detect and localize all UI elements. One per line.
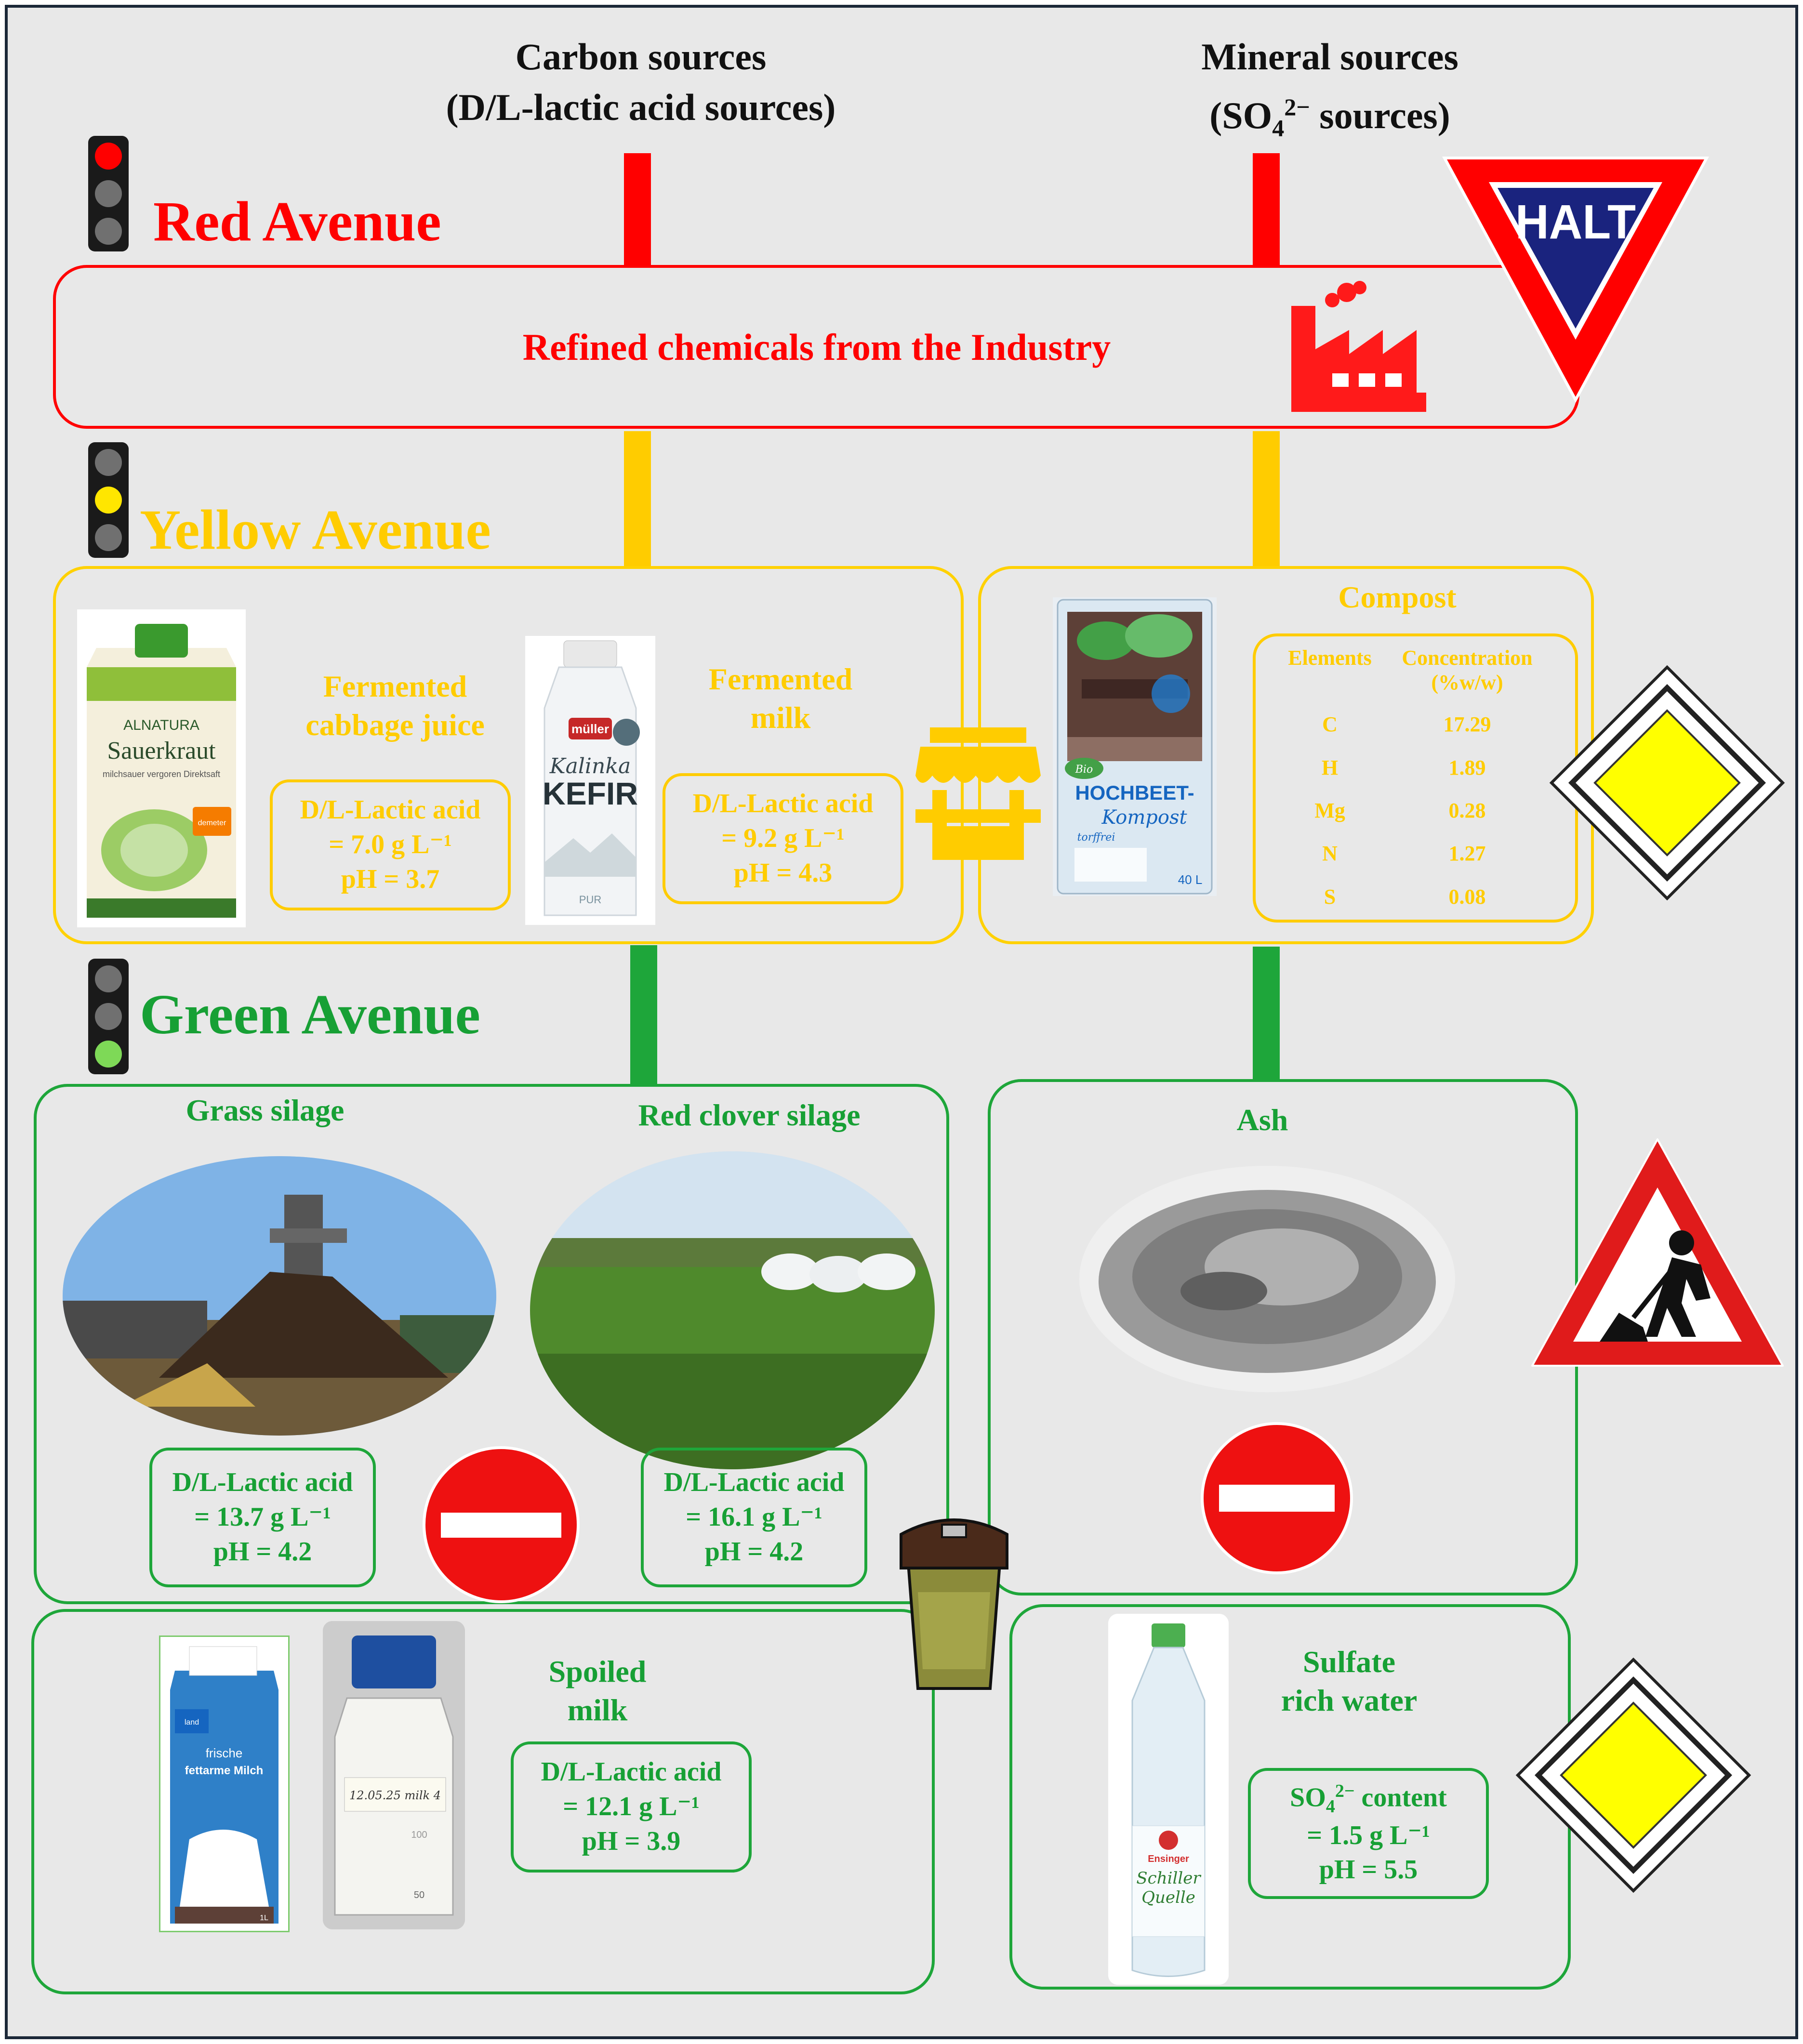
fermented-milk-info: D/L-Lactic acid = 9.2 g L⁻¹ pH = 4.3 [663,773,903,904]
svg-text:12.05.25 milk 4: 12.05.25 milk 4 [349,1789,441,1802]
mineral-sources-header [1089,31,1571,154]
compost-table-header-concentration: Concentration (%w/w) [1402,646,1533,694]
mineral-line-yellow [1253,431,1280,567]
waste-bin-icon [891,1505,1017,1693]
mineral-header-line1: Mineral sources [1201,36,1458,78]
svg-text:ALNATURA: ALNATURA [123,717,199,733]
svg-text:milchsauer vergoren Direktsaft: milchsauer vergoren Direktsaft [102,769,221,779]
water-bottle-image [1108,1614,1229,1985]
svg-text:100: 100 [411,1830,427,1840]
svg-text:Kalinka: Kalinka [549,754,631,778]
grass-silage-image [63,1156,496,1436]
roadworks-sign-icon [1527,1134,1788,1371]
ash-title: Ash [1236,1103,1288,1137]
traffic-light-icon-green [88,959,129,1074]
svg-text:frische: frische [205,1746,243,1760]
red-clover-silage-title: Red clover silage [638,1098,861,1132]
svg-text:Sauerkraut: Sauerkraut [107,737,216,765]
halt-sign-text: HALT [1515,195,1636,249]
compost-bag-image [1053,597,1217,896]
yellow-avenue-title: Yellow Avenue [140,498,491,561]
sauerkraut-carton-image [77,609,246,927]
svg-text:KEFIR: KEFIR [543,776,638,811]
carbon-line-yellow [624,431,651,567]
spoiled-milk-title: Spoiled milk [548,1654,647,1727]
carbon-line-red [624,153,651,267]
svg-text:Schiller: Schiller [1136,1869,1201,1888]
red-avenue-title: Red Avenue [153,190,441,253]
sulfate-water-title: Sulfate rich water [1281,1645,1418,1717]
grass-silage-info: D/L-Lactic acid = 13.7 g L⁻¹ pH = 4.2 [149,1448,376,1587]
milk-carton-image [159,1635,290,1932]
traffic-light-icon-yellow [88,442,129,558]
sulfate-water-info: $SO_4^{2-}$ content = 1.5 g L⁻¹ pH = 5.5 [1248,1768,1489,1899]
red-clover-silage-image [530,1151,935,1469]
market-stall-icon [911,723,1046,862]
traffic-light-icon-red [88,136,129,251]
compost-table-header-elements: Elements [1288,646,1372,670]
svg-text:50: 50 [413,1890,425,1900]
no-entry-sign-icon-grass [422,1445,581,1604]
factory-icon [1282,277,1436,417]
no-entry-sign-icon-ash [1200,1421,1354,1575]
sulfate-content-label: $SO_4^{2-}$ content [1290,1781,1447,1817]
svg-text:PUR: PUR [579,894,602,906]
svg-text:müller: müller [571,722,610,736]
compost-table: Elements Concentration (%w/w) C 17.29 H 1.89 Mg 0.28 N 1.27 S 0.08 [1265,646,1539,915]
mineral-header-line2: ($SO_4^{2-}$ sources) [1209,93,1450,142]
svg-text:1L: 1L [260,1914,268,1922]
svg-text:Ensinger: Ensinger [1148,1854,1189,1864]
fermented-milk-title: Fermented milk [708,662,853,735]
grass-silage-title: Grass silage [186,1093,345,1127]
priority-road-sign-icon [1549,665,1785,901]
carbon-header-line2: (D/L-lactic acid sources) [446,86,836,128]
compost-title: Compost [1338,580,1457,614]
ash-image [1079,1166,1455,1392]
svg-text:fettarme Milch: fettarme Milch [185,1764,264,1777]
svg-text:Bio: Bio [1075,764,1093,776]
carbon-header-line1: Carbon sources [515,36,767,78]
svg-text:HOCHBEET-: HOCHBEET- [1075,781,1194,804]
carbon-sources-header [400,31,882,132]
priority-road-sign-icon-sulfate [1515,1657,1751,1893]
spoiled-milk-info: D/L-Lactic acid = 12.1 g L⁻¹ pH = 3.9 [511,1741,752,1873]
svg-text:Quelle: Quelle [1141,1888,1195,1907]
svg-text:40 L: 40 L [1178,872,1203,887]
svg-text:land: land [184,1718,199,1727]
green-avenue-title: Green Avenue [140,983,480,1046]
halt-sign-icon [1441,154,1710,405]
mineral-line-red [1253,153,1280,267]
svg-text:torffrei: torffrei [1077,831,1115,844]
carbon-line-green [630,945,657,1084]
svg-text:demeter: demeter [198,819,226,827]
mineral-line-green [1253,947,1280,1079]
industry-box-text: Refined chemicals from the Industry [522,326,1111,368]
cabbage-juice-info: D/L-Lactic acid = 7.0 g L⁻¹ pH = 3.7 [270,779,511,910]
svg-text:Kompost: Kompost [1101,806,1187,829]
kefir-bottle-image [525,636,655,925]
red-clover-silage-info: D/L-Lactic acid = 16.1 g L⁻¹ pH = 4.2 [641,1448,867,1587]
cabbage-juice-title: Fermented cabbage juice [305,669,485,742]
milk-sample-bottle-image [323,1621,465,1929]
